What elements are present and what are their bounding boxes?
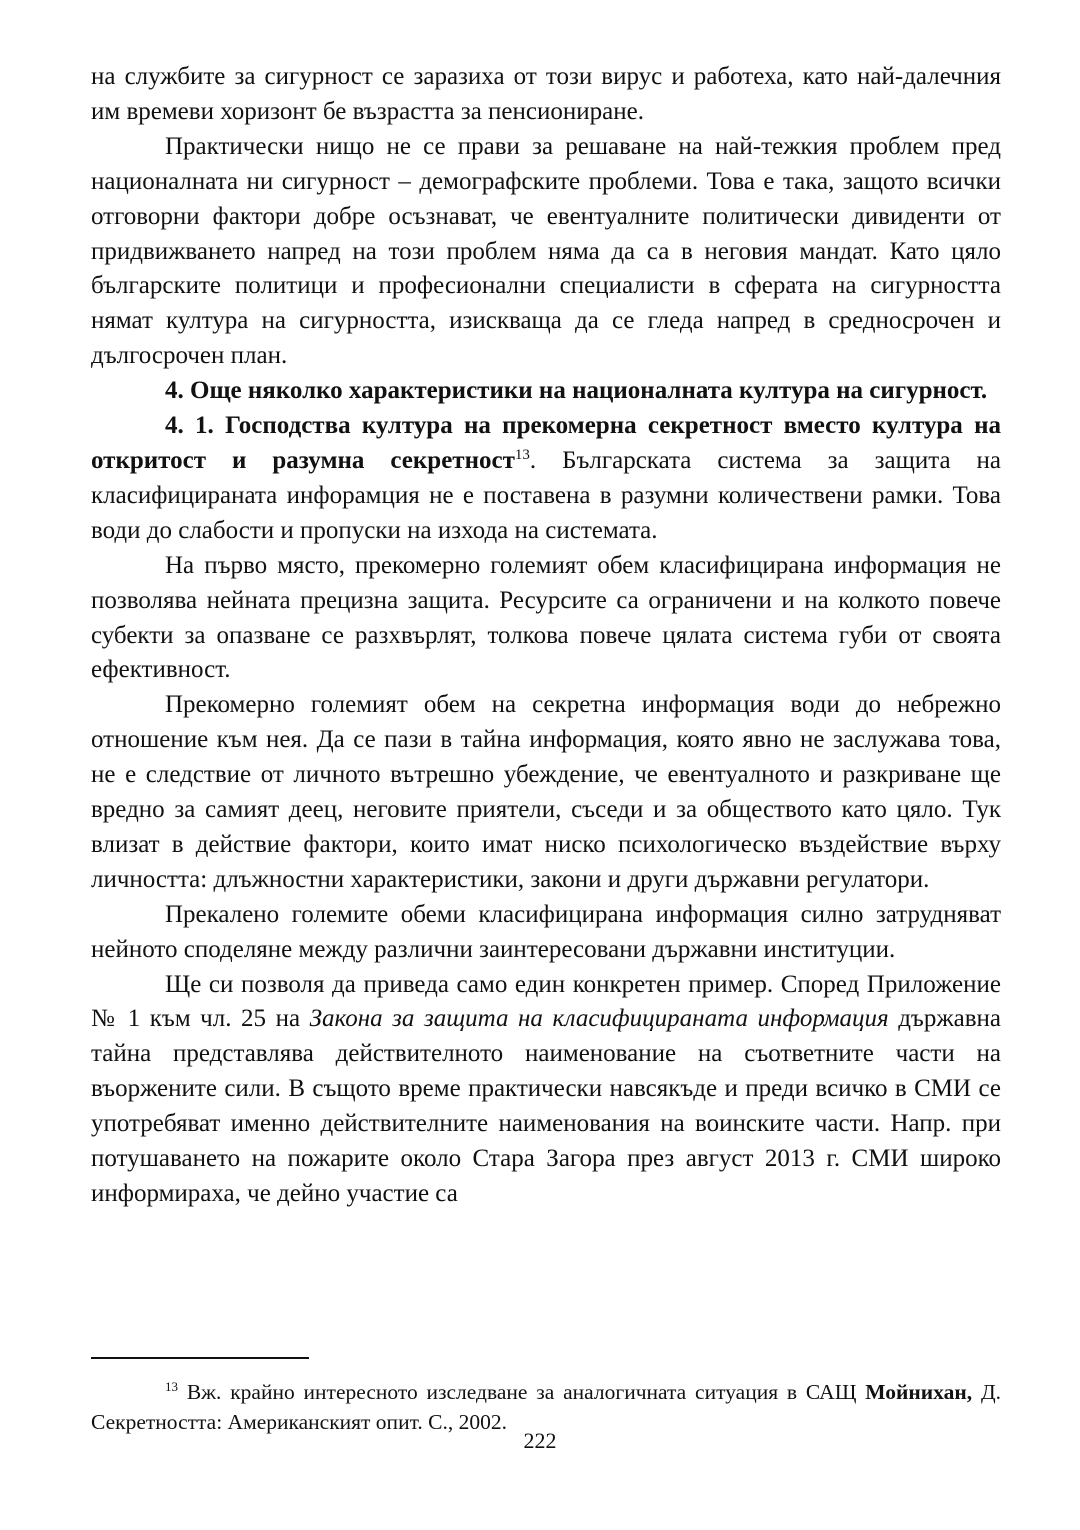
section-4-1-text: . Българската система за защита на класифицираната инфорамция не е поставена в разумни количествени рамки. Това води до слабости и пропуски на изхода на системата. — [91, 446, 1002, 544]
page-number: 222 — [523, 1428, 557, 1453]
footnote-text-end: Д. Секретността: Американският опит. С., 2002. — [91, 1380, 1001, 1434]
footnote-number: 13 — [165, 1379, 178, 1394]
paragraph-continuation: на службите за сигурност се заразиха от този вирус и работеха, като най-далечния им времеви хоризонт бе възрастта за пенсиониране. — [91, 63, 1001, 125]
section-heading-4-1-paragraph — [91, 409, 1001, 549]
section-heading-4: 4. Още няколко характеристики на националната култура на сигурност. — [165, 377, 988, 405]
paragraph-first-place: На първо място, прекомерно големият обем класифицирана информация не позволява нейната прецизна защита. Ресурсите са ограничени и на колкото повече субекти за опазване се разхвърлят, толкова повече цялата система губи от своята ефективност. — [91, 551, 1001, 684]
footnote-text-start: Вж. крайно интересното изследване за аналогичната ситуация в САЩ — [178, 1380, 866, 1404]
footnote-reference: 13 — [514, 446, 530, 463]
paragraph-example — [91, 968, 1001, 1212]
paragraph-demographics: Практически нищо не се прави за решаване на най-тежкия проблем пред националната ни сигурност – демографските проблеми. Това е така, защото всички отговорни фактори добре осъзнават, че евентуалните политически дивиденти от придвижването напред на този проблем няма да са в неговия мандат. Като цяло българските политици и професионални специалисти в сферата на сигурността нямат култура на сигурността, изискваща да се гледа напред в средносрочен и дългосрочен план. — [91, 132, 1001, 370]
law-title: Закона за защита на класифицираната информация — [309, 1005, 889, 1033]
section-heading-4-1: 4. 1. Господства култура на прекомерна секретност вместо култура на откритост и разумна секретност — [91, 412, 1001, 474]
example-text-start: Ще си позволя да приведа само един конкретен пример. Според Приложение № 1 към чл. 25 на — [91, 970, 1001, 1033]
footnote-author: Мойнихан, — [865, 1380, 973, 1404]
example-text-end: държавна тайна представлява действителното наименование на съответните части на въоржените сили. В същото време практически навсякъде и преди всичко в СМИ се употребяват именно действителните наименования на воинските части. Напр. при потушаването на пожарите около Стара Загора през август 2013 г. СМИ широко информираха, че дейно участие са — [91, 1005, 1001, 1207]
paragraph-sharing: Прекалено големите обеми класифицирана информация силно затрудняват нейното споделяне между различни заинтересовани държавни институции. — [91, 900, 1001, 963]
paragraph-negligence: Прекомерно големият обем на секретна информация води до небрежно отношение към нея. Да се пази в тайна информация, която явно не заслужава това, не е следствие от личното вътрешно убеждение, че евентуалното и разкриване ще вредно за самият деец, неговите приятели, съседи и за обществото като цяло. Тук влизат в действие фактори, които имат ниско психологическо въздействие върху личността: длъжностни характеристики, закони и други държавни регулатори. — [91, 691, 1001, 893]
page-body — [91, 60, 1001, 1212]
footnote-divider — [91, 1357, 309, 1359]
